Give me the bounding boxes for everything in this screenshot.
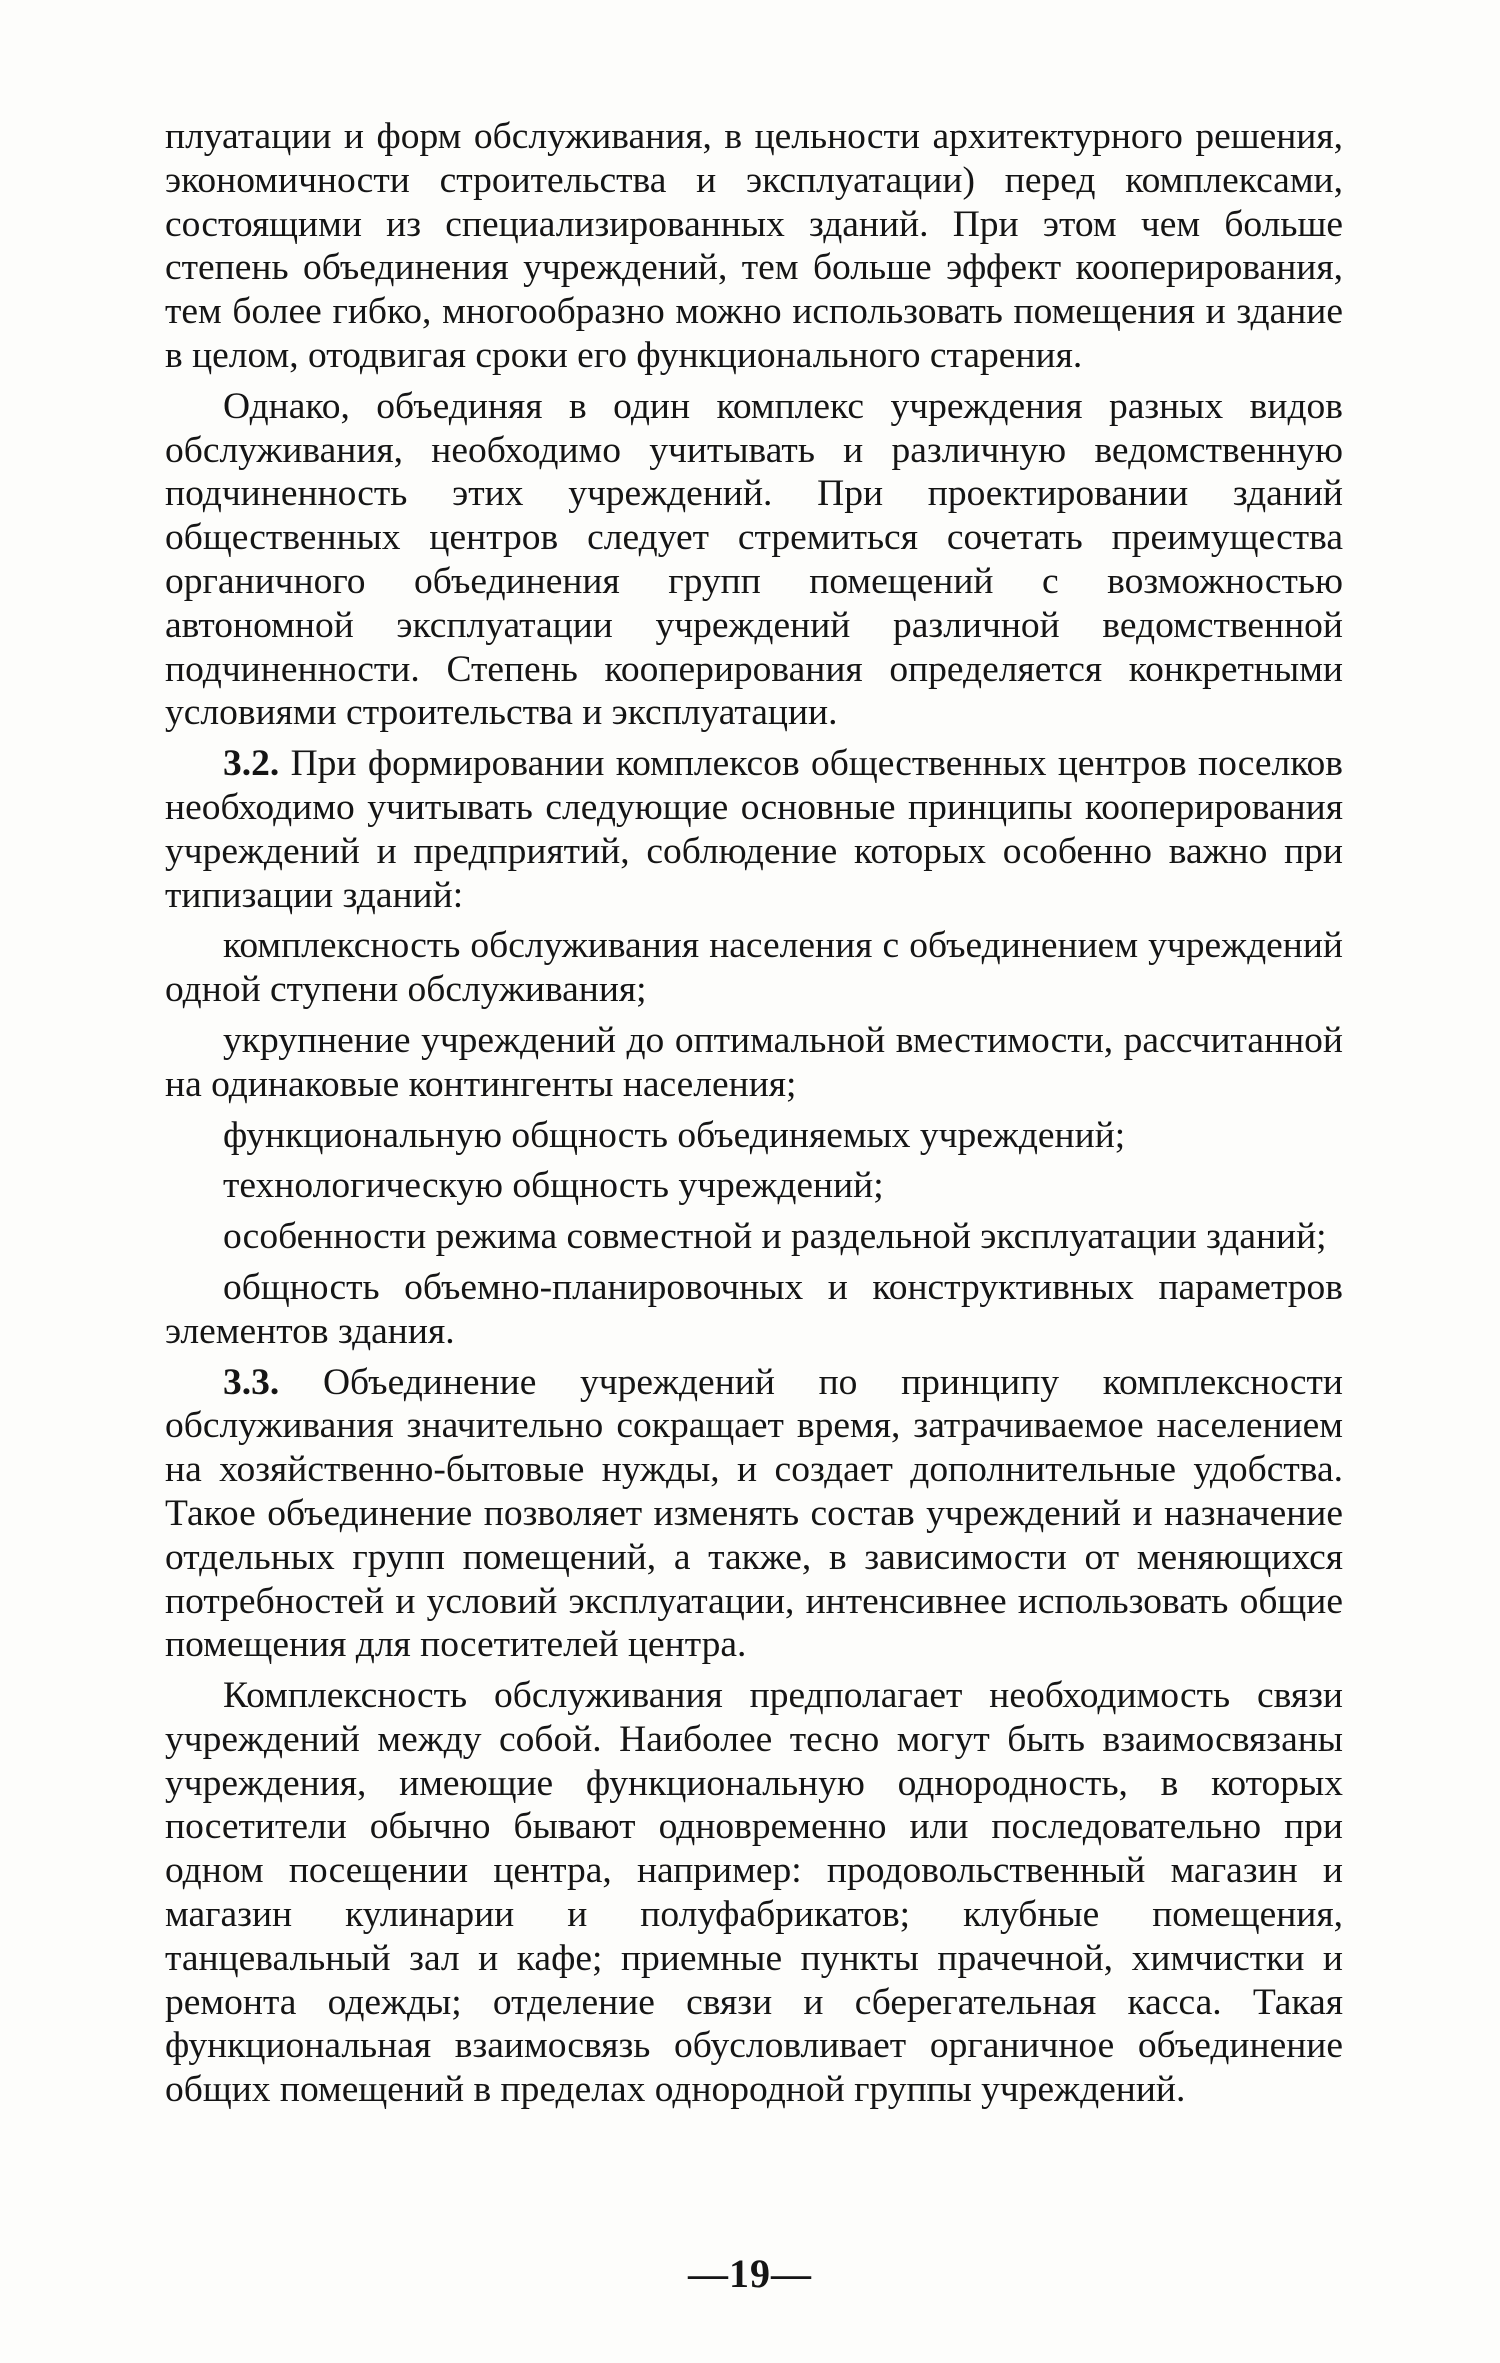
paragraph-complexity: Комплексность обслуживания предполагает необходимость связи учреждений между собой. Наиболее тесно могут быть взаимосвязаны учреждения, имеющие функциональную однородность, в которых посетители обычно бывают одновременно или последовательно при одном посещении центра, например: продовольственный магазин и магазин кулинарии и полуфабрикатов; клубные помещения, танцевальный зал и кафе; приемные пункты прачечной, химчистки и ремонта одежды; отделение связи и сберегательная касса. Такая функциональная взаимосвязь обусловливает органичное объединение общих помещений в пределах однородной группы учреждений.: [165, 1675, 1343, 2111]
section-3-2-text: При формировании комплексов общественных центров поселков необходимо учитывать следующие основные принципы кооперирования учреждений и предприятий, соблюдение которых особенно важно при типизации зданий:: [165, 743, 1344, 916]
section-3-3: [165, 1361, 1343, 1668]
section-number-3-2: 3.2.: [223, 743, 280, 785]
section-3-3-text: Объединение учреждений по принципу комплексности обслуживания значительно сокращает время, затрачиваемое населением на хозяйственно-бытовые нужды, и создает дополнительные удобства. Такое объединение позволяет изменять состав учреждений и назначение отдельных групп помещений, а также, в зависимости от меняющихся потребностей и условий эксплуатации, интенсивнее использовать общие помещения для посетителей центра.: [165, 1361, 1343, 1666]
list-item: технологическую общность учреждений;: [223, 1165, 884, 1207]
list-item: общность объемно-планировочных и конструктивных параметров элементов здания.: [165, 1266, 1343, 1352]
list-item: функциональную общность объединяемых учреждений;: [223, 1114, 1126, 1156]
page-body: [165, 115, 1343, 2119]
list-item: укрупнение учреждений до оптимальной вместимости, рассчитанной на одинаковые контингенты населения;: [165, 1019, 1343, 1105]
section-number-3-3: 3.3.: [223, 1361, 280, 1403]
section-3-2: [165, 742, 1343, 917]
list-item: особенности режима совместной и раздельной эксплуатации зданий;: [223, 1216, 1327, 1258]
page-number-value: 19: [729, 2251, 771, 2296]
list-item: комплексность обслуживания населения с объединением учреждений одной ступени обслуживания;: [165, 925, 1343, 1011]
paragraph-continuation: плуатации и форм обслуживания, в цельности архитектурного решения, экономичности строительства и эксплуатации) перед комплексами, состоящими из специализированных зданий. При этом чем больше степень объединения учреждений, тем больше эффект кооперирования, тем более гибко, многообразно можно использовать помещения и здание в целом, отодвигая сроки его функционального старения.: [165, 116, 1343, 376]
paragraph-cooperation-subordination: Однако, объединяя в один комплекс учреждения разных видов обслуживания, необходимо учитывать и различную ведомственную подчиненность этих учреждений. При проектировании зданий общественных центров следует стремиться сочетать преимущества органичного объединения групп помещений с возможностью автономной эксплуатации учреждений различной ведомственной подчиненности. Степень кооперирования определяется конкретными условиями строительства и эксплуатации.: [165, 385, 1343, 734]
page-number: —19—: [688, 2251, 812, 2296]
